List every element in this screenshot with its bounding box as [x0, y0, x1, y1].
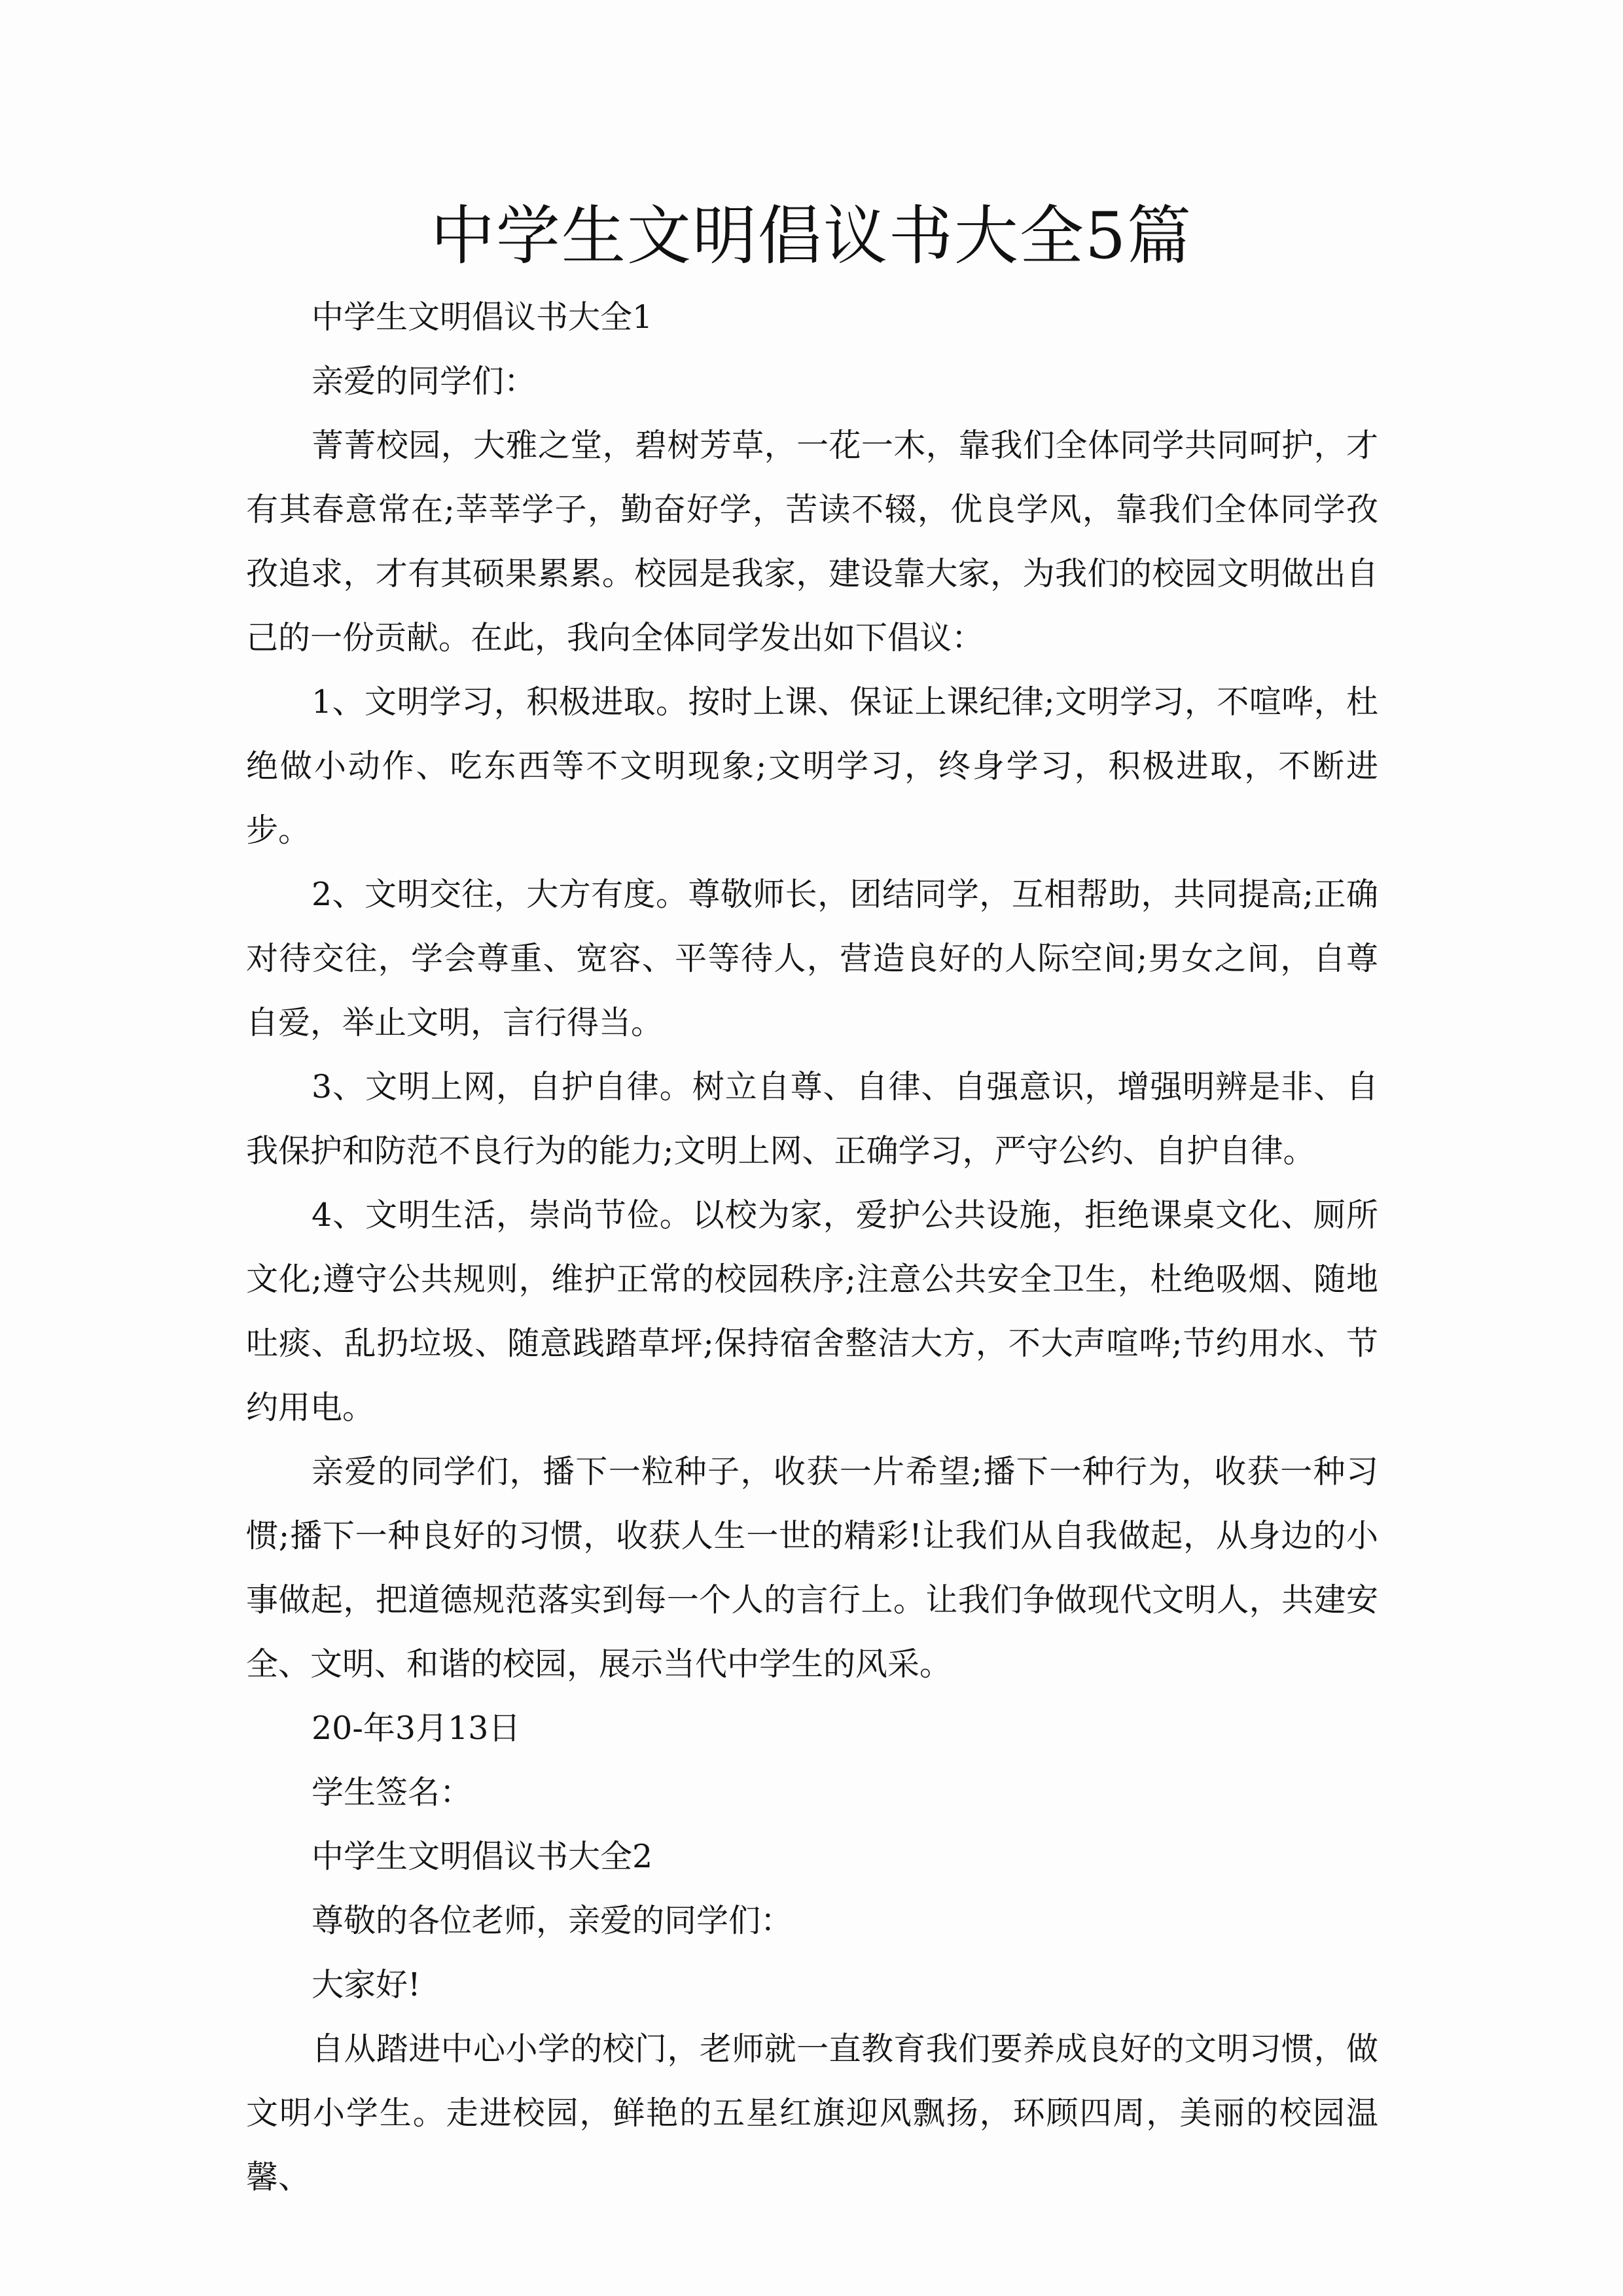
document-body [246, 285, 1378, 2210]
section-heading-2: 中学生文明倡议书大全2 [312, 1838, 653, 1875]
section-heading-1: 中学生文明倡议书大全1 [312, 298, 653, 336]
paragraph: 1、文明学习，积极进取。按时上课、保证上课纪律;文明学习，不喧哗，杜绝做小动作、吃东西等不文明现象;文明学习，终身学习，积极进取，不断进步。 [246, 683, 1378, 849]
signature-line: 学生签名： [312, 1774, 473, 1811]
paragraph: 自从踏进中心小学的校门，老师就一直教育我们要养成良好的文明习惯，做文明小学生。走进校园，鲜艳的五星红旗迎风飘扬，环顾四周，美丽的校园温馨、 [246, 2030, 1378, 2196]
greeting: 大家好! [312, 1966, 421, 2003]
paragraph: 3、文明上网，自护自律。树立自尊、自律、自强意识，增强明辨是非、自我保护和防范不良行为的能力;文明上网、正确学习，严守公约、自护自律。 [246, 1068, 1378, 1170]
date-line: 20-年3月13日 [312, 1710, 521, 1747]
salutation: 尊敬的各位老师，亲爱的同学们： [312, 1902, 793, 1939]
paragraph: 4、文明生活，崇尚节俭。以校为家，爱护公共设施，拒绝课桌文化、厕所文化;遵守公共规则，维护正常的校园秩序;注意公共安全卫生，杜绝吸烟、随地吐痰、乱扔垃圾、随意践踏草坪;保持宿舍整洁大方，不大声喧哗;节约用水、节约用电。 [246, 1196, 1378, 1426]
paragraph: 菁菁校园，大雅之堂，碧树芳草，一花一木，靠我们全体同学共同呵护，才有其春意常在;莘莘学子，勤奋好学，苦读不辍，优良学风，靠我们全体同学孜孜追求，才有其硕果累累。校园是我家，建设靠大家，为我们的校园文明做出自己的一份贡献。在此，我向全体同学发出如下倡议： [246, 427, 1378, 656]
document-title: 中学生文明倡议书大全5篇 [430, 199, 1193, 274]
salutation: 亲爱的同学们： [312, 363, 537, 400]
paragraph: 2、文明交往，大方有度。尊敬师长，团结同学，互相帮助，共同提高;正确对待交往，学会尊重、宽容、平等待人，营造良好的人际空间;男女之间，自尊自爱，举止文明，言行得当。 [246, 876, 1378, 1041]
paragraph: 亲爱的同学们，播下一粒种子，收获一片希望;播下一种行为，收获一种习惯;播下一种良好的习惯，收获人生一世的精彩!让我们从自我做起，从身边的小事做起，把道德规范落实到每一个人的言行上。让我们争做现代文明人，共建安全、文明、和谐的校园，展示当代中学生的风采。 [246, 1453, 1378, 1683]
